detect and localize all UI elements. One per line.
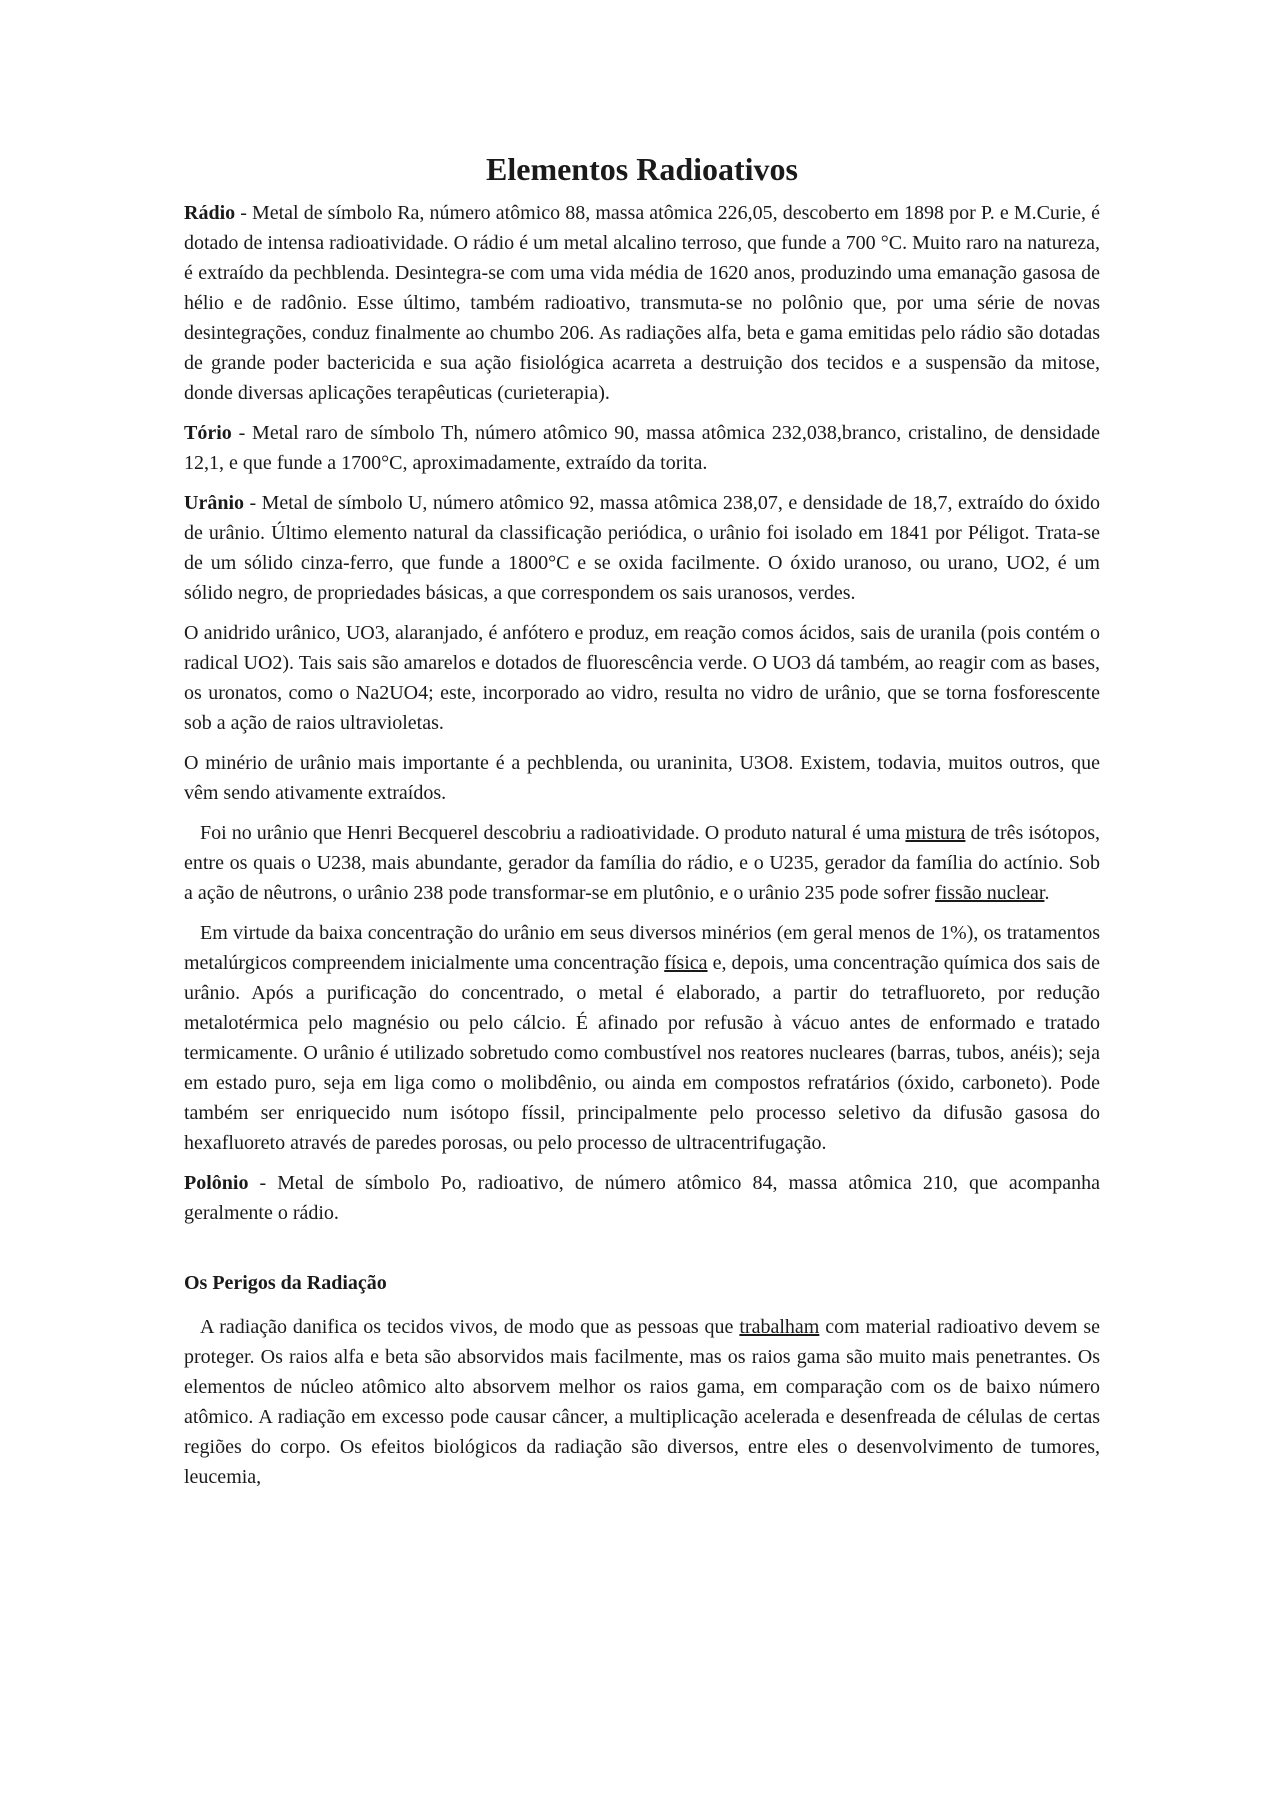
section-heading: Os Perigos da Radiação — [184, 1272, 387, 1295]
text-becquerel-c: . — [1044, 882, 1050, 905]
document-page — [184, 150, 1100, 1502]
term-torio: Tório — [184, 422, 232, 445]
text-becquerel-a: Foi no urânio que Henri Becquerel descobriu a radioatividade. O produto natural é uma — [200, 822, 906, 845]
paragraph-becquerel — [184, 818, 1100, 908]
term-radio: Rádio — [184, 202, 236, 225]
text-virtude-b: e, depois, uma concentração química dos sais de urânio. Após a purificação do concentrado, o metal é elaborado, a partir do tetrafluoreto, por redução metalotérmica pelo magnésio ou pelo cálcio. É afinado por refusão à vácuo antes de enformado e tratado termicamente. O urânio é utilizado sobretudo como combustível nos reatores nucleares (barras, tubos, anéis); seja em estado puro, seja em liga como o molibdênio, ou ainda em compostos refratários (óxido, carboneto). Pode também ser enriquecido num isótopo físsil, principalmente pelo processo seletivo da difusão gasosa do hexafluoreto através de paredes porosas, ou pelo processo de ultracentrifugação. — [184, 952, 1100, 1155]
paragraph-torio — [184, 418, 1100, 478]
link-fisica[interactable]: física — [664, 952, 708, 975]
paragraph-perigos — [184, 1312, 1100, 1492]
text-perigos-a: A radiação danifica os tecidos vivos, de modo que as pessoas que — [200, 1316, 740, 1339]
text-perigos-b: com material radioativo devem se proteger. Os raios alfa e beta são absorvidos mais facilmente, mas os raios gama são muito mais penetrantes. Os elementos de núcleo atômico alto absorvem melhor os raios gama, em comparação com os de baixo número atômico. A radiação em excesso pode causar câncer, a multiplicação acelerada e desenfreada de células de certas regiões do corpo. Os efeitos biológicos da radiação são diversos, entre eles o desenvolvimento de tumores, leucemia, — [184, 1316, 1100, 1489]
paragraph-anidrido: O anidrido urânico, UO3, alaranjado, é anfótero e produz, em reação comos ácidos, sais de uranila (pois contém o radical UO2). Tais sais são amarelos e dotados de fluorescência verde. O UO3 dá também, ao reagir com as bases, os uronatos, como o Na2UO4; este, incorporado ao vidro, resulta no vidro de urânio, que se torna fosforescente sob a ação de raios ultravioletas. — [184, 622, 1100, 735]
paragraph-radio — [184, 198, 1100, 408]
text-radio: - Metal de símbolo Ra, número atômico 88, massa atômica 226,05, descoberto em 1898 por P. e M.Curie, é dotado de intensa radioatividade. O rádio é um metal alcalino terroso, que funde a 700 °C. Muito raro na natureza, é extraído da pechblenda. Desintegra-se com uma vida média de 1620 anos, produzindo uma emanação gasosa de hélio e de radônio. Esse último, também radioativo, transmuta-se no polônio que, por uma série de novas desintegrações, conduz finalmente ao chumbo 206. As radiações alfa, beta e gama emitidas pelo rádio são dotadas de grande poder bactericida e sua ação fisiológica acarreta a destruição dos tecidos e a suspensão da mitose, donde diversas aplicações terapêuticas (curieterapia). — [184, 202, 1100, 405]
document-title: Elementos Radioativos — [486, 151, 798, 187]
text-uranio: - Metal de símbolo U, número atômico 92, massa atômica 238,07, e densidade de 18,7, extraído do óxido de urânio. Último elemento natural da classificação periódica, o urânio foi isolado em 1841 por Péligot. Trata-se de um sólido cinza-ferro, que funde a 1800°C e se oxida facilmente. O óxido uranoso, ou urano, UO2, é um sólido negro, de propriedades básicas, a que correspondem os sais uranosos, verdes. — [184, 492, 1100, 605]
link-trabalham[interactable]: trabalham — [739, 1316, 820, 1339]
text-virtude-a: Em virtude da baixa concentração do urânio em seus diversos minérios (em geral menos de 1%), os tratamentos metalúrgicos compreendem inicialmente uma concentração — [184, 922, 1100, 975]
text-polonio: - Metal de símbolo Po, radioativo, de número atômico 84, massa atômica 210, que acompanha geralmente o rádio. — [184, 1172, 1100, 1225]
text-torio: - Metal raro de símbolo Th, número atômico 90, massa atômica 232,038,branco, cristalino, de densidade 12,1, e que funde a 1700°C, aproximadamente, extraído da torita. — [184, 422, 1100, 475]
term-polonio: Polônio — [184, 1172, 249, 1195]
text-becquerel-b: de três isótopos, entre os quais o U238, mais abundante, gerador da família do rádio, e o U235, gerador da família do actínio. Sob a ação de nêutrons, o urânio 238 pode transformar-se em plutônio, e o urânio 235 pode sofrer — [184, 822, 1100, 905]
paragraph-virtude — [184, 918, 1100, 1158]
paragraph-uranio — [184, 488, 1100, 608]
paragraph-minerio: O minério de urânio mais importante é a pechblenda, ou uraninita, U3O8. Existem, todavia, muitos outros, que vêm sendo ativamente extraídos. — [184, 752, 1100, 805]
paragraph-polonio — [184, 1168, 1100, 1228]
link-fissao-nuclear[interactable]: fissão nuclear — [935, 882, 1045, 905]
link-mistura[interactable]: mistura — [905, 822, 966, 845]
term-uranio: Urânio — [184, 492, 244, 515]
